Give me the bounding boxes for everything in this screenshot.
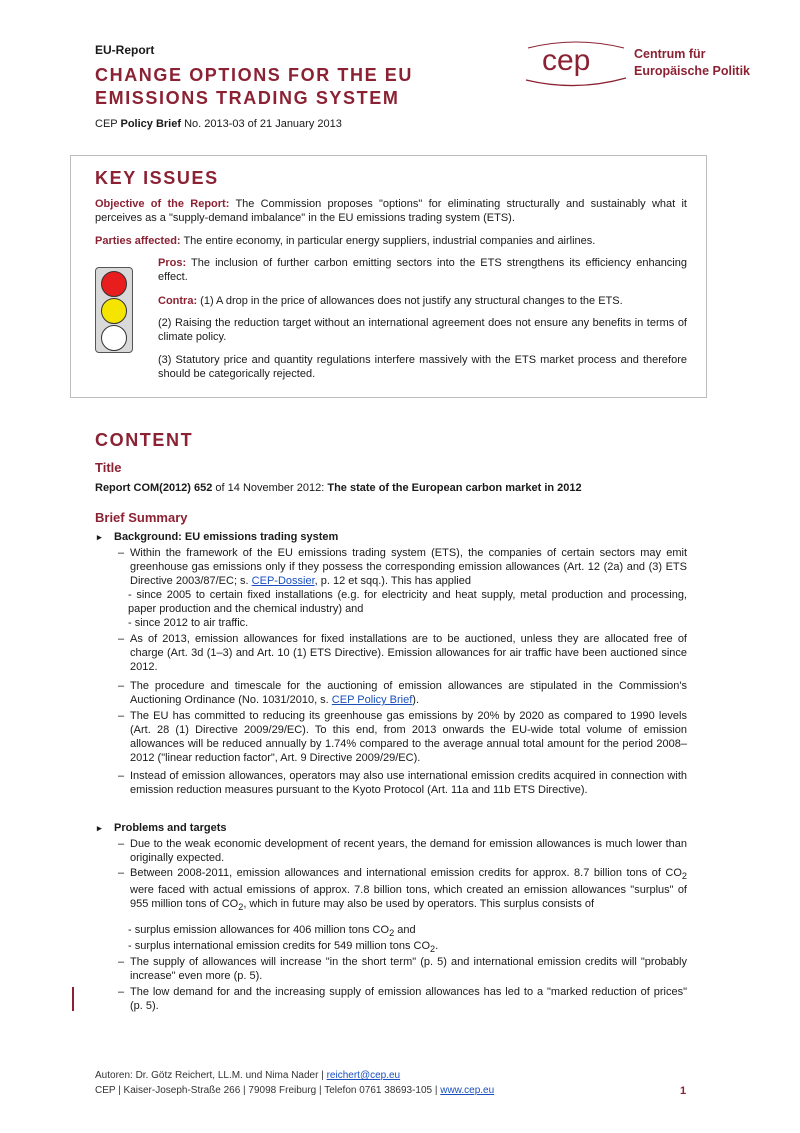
sub-list-item: - since 2005 to certain fixed installations (e.g. for electricity and heat supply, metal production and processing, paper production and the chemical industry) and — [128, 589, 687, 615]
content-title: CONTENT — [95, 430, 194, 450]
footer-address — [95, 1085, 494, 1096]
footer-authors — [95, 1070, 400, 1081]
sub-list-item: - since 2012 to air traffic. — [128, 617, 249, 629]
brief-summary-subheading: Brief Summary — [95, 510, 188, 525]
contra-label: Contra: — [158, 295, 198, 307]
cep-logo-mark — [520, 38, 632, 88]
subscript: 2 — [238, 902, 244, 913]
problems-heading: ▸ Problems and targets — [114, 822, 226, 834]
traffic-light-icon — [95, 267, 133, 353]
report-date: of 14 November 2012: — [212, 482, 328, 494]
pros-label: Pros: — [158, 257, 187, 269]
bg-item3-text: The procedure and timescale for the auctioning of emission allowances are stipulated in the Commission's Auctioning Ordinance (No. 1031/2010, s. — [130, 680, 687, 706]
contra-paragraph — [158, 294, 687, 308]
report-type-label: EU-Report — [95, 43, 155, 57]
pt-sub2-text-end: . — [435, 940, 439, 952]
report-number: Report COM(2012) 652 — [95, 482, 213, 494]
traffic-light-yellow — [101, 298, 127, 324]
address-text: CEP | Kaiser-Joseph-Straße 266 | 79098 Freiburg | Telefon 0761 38693-105 | — [95, 1085, 441, 1096]
subscript: 2 — [430, 944, 436, 955]
pt-sub2-text: - surplus international emission credits for 549 million tons CO — [128, 940, 431, 952]
objective-text: The Commission proposes "options" for eliminating structurally and sustainably what it perceives as a "supply-demand imbalance" in the EU emissions trading system (ETS). — [95, 198, 687, 224]
parties-text: The entire economy, in particular energy suppliers, industrial companies and airlines. — [180, 235, 596, 247]
title-subheading: Title — [95, 460, 122, 475]
list-item: – The EU has committed to reducing its greenhouse gas emissions by 20% by 2020 as compared to 1990 levels (Art. 28 (1) Directive 2009/29/EC). To this end, from 2013 onwards the EU-wide total volume of emission allowances will be reduced annually by 1.74% compared to the average annual total amount for the period 2008–2012 ("linear reduction factor", Art. 9 Directive 2009/29/EC). — [130, 709, 687, 765]
report-reference — [95, 482, 582, 494]
parties-label: Parties affected: — [95, 235, 181, 247]
cep-logo-text — [634, 46, 750, 80]
objective-paragraph — [95, 197, 687, 225]
pb-bold: Policy Brief — [120, 118, 182, 130]
pt-item2-text-mid: were faced with actual emissions of approx. 7.8 billion tons, which created an emission allowances "surplus" of 955 million tons of CO — [130, 884, 687, 911]
list-item: – Due to the weak economic development of recent years, the demand for emission allowances is much lower than originally expected. — [130, 837, 687, 865]
objective-label: Objective of the Report: — [95, 198, 230, 210]
page-number: 1 — [680, 1085, 687, 1097]
logo-line2: Europäische Politik — [634, 64, 751, 78]
list-item: – The supply of allowances will increase "in the short term" (p. 5) and international emission credits will "probably increase" even more (p. 5). — [130, 955, 687, 983]
traffic-light-red — [101, 271, 127, 297]
parties-paragraph — [95, 234, 687, 248]
list-item: – As of 2013, emission allowances for fixed installations are to be auctioned, unless they are allocated free of charge (Art. 3d (1–3) and Art. 10 (1) ETS Directive). Emission allowances for air traffic have been auctioned since 2012. — [130, 632, 687, 674]
traffic-light-off — [101, 325, 127, 351]
list-item: – The low demand for and the increasing supply of emission allowances has led to a "marked reduction of prices" (p. 5). — [130, 985, 687, 1013]
document-title-line2: EMISSIONS TRADING SYSTEM — [95, 88, 400, 108]
bg-item1-text: Within the framework of the EU emissions trading system (ETS), the companies of certain sectors may emit greenhouse gas emissions only if they possess the corresponding emission allowances (Art. 12 (2a) and (3) ETS Directive 2003/87/EC; s. — [130, 547, 687, 587]
background-heading: ▸ Background: EU emissions trading system — [114, 531, 338, 543]
document-title — [95, 64, 413, 110]
pb-suffix: No. 2013-03 of 21 January 2013 — [184, 118, 342, 130]
cep-dossier-link[interactable]: CEP-Dossier — [251, 575, 315, 587]
authors-text: Autoren: Dr. Götz Reichert, LL.M. und Nima Nader | — [95, 1070, 327, 1081]
key-issues-title: KEY ISSUES — [95, 168, 219, 188]
report-title: The state of the European carbon market in 2012 — [327, 482, 582, 494]
contra-text: (1) A drop in the price of allowances does not justify any structural changes to the ETS. — [197, 295, 623, 307]
subscript: 2 — [389, 928, 395, 939]
pt-sub1-text: - surplus emission allowances for 406 million tons CO — [128, 924, 390, 936]
list-item — [130, 866, 687, 914]
pros-text: The inclusion of further carbon emitting sectors into the ETS strengthens its efficiency enhancing effect. — [158, 257, 687, 283]
list-item — [130, 679, 687, 707]
cep-logo-letters: cep — [542, 44, 591, 77]
pt-sub1-text-end: and — [394, 924, 416, 936]
pros-paragraph — [158, 256, 687, 284]
list-item: – Instead of emission allowances, operators may also use international emission credits acquired in connection with emission reduction measures pursuant to the Kyoto Protocol (Art. 11a and 11b ETS Directive). — [130, 769, 687, 797]
list-item — [130, 546, 687, 588]
sub-list-item — [128, 939, 687, 956]
pt-item2-text: Between 2008-2011, emission allowances and international emission credits for approx. 8.7 billion tons of CO — [130, 867, 682, 879]
document-title-line1: CHANGE OPTIONS FOR THE EU — [95, 65, 414, 85]
bg-item3-text-end: ). — [412, 694, 420, 706]
sub-list-item — [128, 923, 687, 940]
cep-policy-brief-link[interactable]: CEP Policy Brief — [331, 694, 413, 706]
bg-item1-text-end: , p. 12 et sqq.). This has applied — [314, 575, 471, 587]
author-email-link[interactable]: reichert@cep.eu — [326, 1070, 401, 1081]
logo-line1: Centrum für — [634, 47, 706, 61]
pb-prefix: CEP — [95, 118, 118, 130]
cep-logo — [520, 38, 780, 88]
change-marker — [72, 987, 74, 1011]
website-link[interactable]: www.cep.eu — [440, 1085, 495, 1096]
contra-paragraph-3: (3) Statutory price and quantity regulations interfere massively with the ETS market process and therefore should be categorically rejected. — [158, 354, 687, 380]
contra-paragraph-2: (2) Raising the reduction target without an international agreement does not ensure any benefits in terms of climate policy. — [158, 317, 687, 343]
pt-item2-text-end: , which in future may also be used by operators. This surplus consists of — [243, 898, 595, 911]
subscript: 2 — [681, 871, 687, 882]
policy-brief-line — [95, 118, 342, 130]
